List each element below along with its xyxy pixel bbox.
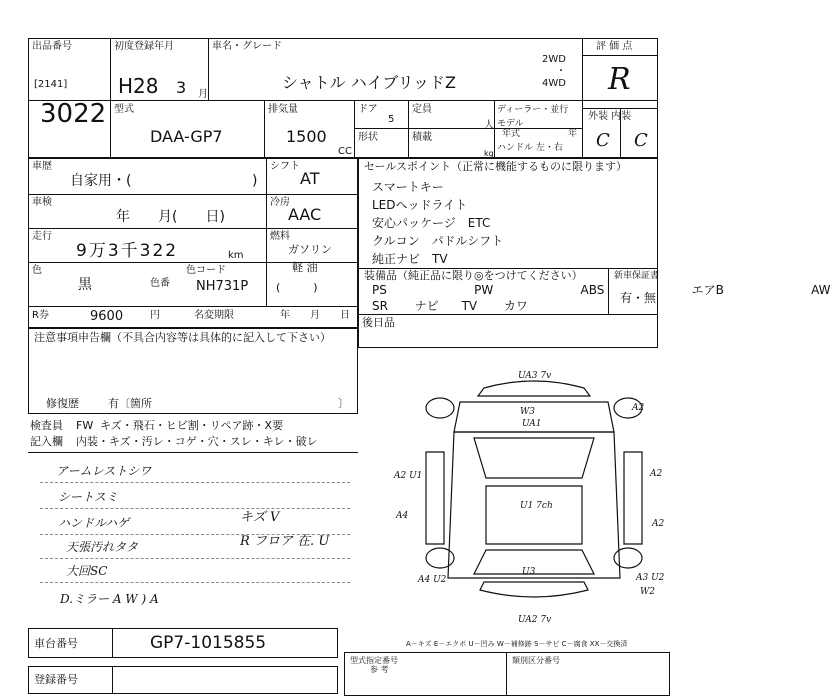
color-value: 黒 <box>78 277 92 293</box>
note-hand-1: アームレストシワ <box>56 464 152 478</box>
reg-label: 登録番号 <box>34 673 78 686</box>
mileage-value: 9万3千322 <box>76 241 179 261</box>
fuel-gas: ガソリン <box>288 243 332 256</box>
repair-label: 修復歴 <box>46 397 79 410</box>
cc-unit: CC <box>338 146 352 157</box>
damage-mark: U1 7ch <box>520 501 553 511</box>
entry-label: 記入欄 <box>30 435 63 448</box>
name-change-label: 名変期限 <box>194 310 234 321</box>
month-unit: 月 <box>198 89 208 100</box>
body-label: 形状 <box>358 132 378 143</box>
model-label: 型式 <box>114 104 134 115</box>
warranty-value: 有・無 <box>620 291 657 305</box>
form-label: 型式指定番号 <box>350 656 398 665</box>
damage-mark: W2 <box>640 587 655 597</box>
note-hand-2: シートスミ <box>58 490 118 504</box>
damage-mark: UA2 7v <box>518 615 552 625</box>
year-unit: 年 <box>568 129 578 139</box>
type-label: 類別区分番号 <box>512 656 560 665</box>
model-value: DAA-GP7 <box>150 127 223 146</box>
damage-mark: W3 <box>520 407 535 417</box>
seat-label: 後日品 <box>362 316 395 329</box>
damage-mark: A2 <box>632 403 645 413</box>
damage-mark: A4 <box>396 511 409 521</box>
fuel-diesel: 軽 油 <box>292 261 318 274</box>
lot-code: [2141] <box>34 79 68 90</box>
mileage-unit: km <box>228 250 244 261</box>
name-change-date: 年 月 日 <box>280 310 350 321</box>
ref-label: 参 考 <box>370 665 389 674</box>
ext-int-label: 外装 内装 <box>588 111 632 122</box>
capacity-label: 定員 <box>412 104 432 115</box>
drive-4wd: 4WD <box>542 78 566 89</box>
int-grade: C <box>634 130 648 151</box>
fuel-other: ( ) <box>276 281 318 294</box>
note-hand-7: キズ V <box>240 510 280 525</box>
sales-list <box>372 178 503 268</box>
damage-mark: UA1 <box>522 419 542 429</box>
damage-mark: A4 U2 <box>418 575 447 585</box>
damage-mark: A3 U2 <box>636 573 665 583</box>
chassis-label: 車台番号 <box>34 637 78 650</box>
notes-title: 注意事項申告欄（不具合内容等は具体的に記入して下さい） <box>34 331 331 344</box>
damage-mark: A2 <box>650 469 663 479</box>
displacement-value: 1500 <box>286 127 327 146</box>
inspection-row-1: キズ・飛石・ヒビ割・リペア跡・X要 <box>100 419 284 432</box>
shift-label: シフト <box>270 161 300 172</box>
car-name: シャトル ハイブリッドZ <box>282 73 456 92</box>
sales-line: スマートキー <box>372 180 444 194</box>
doors-value: 5 <box>388 114 395 125</box>
sales-line: 安心パッケージ ETC <box>372 216 491 230</box>
displacement-label: 排気量 <box>268 104 298 115</box>
cooler-label: 冷房 <box>270 197 290 208</box>
damage-mark: A2 U1 <box>394 471 423 481</box>
color-no-label: 色番 <box>150 278 170 289</box>
load-label: 積載 <box>412 132 432 143</box>
load-unit: kg <box>484 149 494 158</box>
sales-line: クルコン パドルシフト <box>372 234 504 248</box>
car-diagram <box>394 368 668 628</box>
inspection-row-2: 内装・キズ・汚レ・コゲ・穴・スレ・キレ・破レ <box>76 435 318 448</box>
drive-2wd: 2WD <box>542 54 566 65</box>
color-code-value: NH731P <box>196 279 249 294</box>
fuel-label: 燃料 <box>270 231 290 242</box>
sales-line: LEDヘッドライト <box>372 198 468 212</box>
lot-label: 出品番号 <box>32 41 72 52</box>
dealer-label: ディーラー・並行 <box>497 105 569 115</box>
equipment-title: 装備品（純正品に限り◎をつけてください） <box>364 269 583 282</box>
doors-label: ドア <box>358 104 378 115</box>
handle-label: ハンドル 左・右 <box>497 143 563 153</box>
grade-value: R <box>608 62 631 97</box>
capacity-unit: 人 <box>484 120 494 131</box>
repair-value: 有〔箇所 <box>108 397 152 410</box>
shift-value: AT <box>300 169 320 188</box>
sales-title: セールスポイント（正常に機能するものに限ります） <box>364 160 628 173</box>
damage-mark: U3 <box>522 567 536 577</box>
note-hand-4: 天張汚れタタ <box>66 540 139 554</box>
car-name-label: 車名・グレード <box>212 41 282 52</box>
note-hand-8: R フロア 在. U <box>240 534 330 549</box>
color-label: 色 <box>32 265 42 276</box>
damage-legend: A－キズ E－エクボ U－凹み W－補修跡 S－サビ C－腐食 XX－交換済 <box>406 640 628 648</box>
note-hand-6: D.ミラー A W ) A <box>60 592 159 606</box>
equipment-row-1: PS PW ABS エアB AW <box>372 283 831 297</box>
sales-line: 純正ナビ TV <box>372 252 448 266</box>
first-reg-label: 初度登録年月 <box>114 41 174 52</box>
grade-label: 評 価 点 <box>596 41 633 52</box>
inspector-label: 検査員 <box>30 419 63 432</box>
inspector-value: FW <box>76 419 94 432</box>
chassis-value: GP7-1015855 <box>150 633 267 653</box>
note-hand-3: ハンドルハゲ <box>58 516 130 530</box>
shaken-value: 年 月( 日) <box>116 209 225 225</box>
cooler-value: AAC <box>288 205 322 224</box>
recycle-value: 9600 <box>90 309 124 324</box>
equipment-row-2: SR ナビ TV カワ <box>372 299 528 313</box>
use-value: 自家用・( <box>70 173 132 189</box>
year-label: 年式 <box>502 129 521 139</box>
ext-grade: C <box>596 130 610 151</box>
damage-mark: A2 <box>652 519 665 529</box>
use-label: 車歴 <box>32 161 52 172</box>
era-year: H28 <box>118 74 159 98</box>
damage-mark: UA3 7v <box>518 371 552 381</box>
model-year-label: モデル <box>497 119 524 129</box>
note-hand-5: 大回SC <box>66 564 108 578</box>
reg-month: 3 <box>176 78 187 97</box>
recycle-label: R券 <box>32 310 49 321</box>
shaken-label: 車検 <box>32 197 52 208</box>
color-code-label: 色コード <box>186 265 226 276</box>
mileage-label: 走行 <box>32 231 52 242</box>
warranty-label: 新車保証書 <box>614 271 660 281</box>
lot-number: 3022 <box>40 99 107 129</box>
